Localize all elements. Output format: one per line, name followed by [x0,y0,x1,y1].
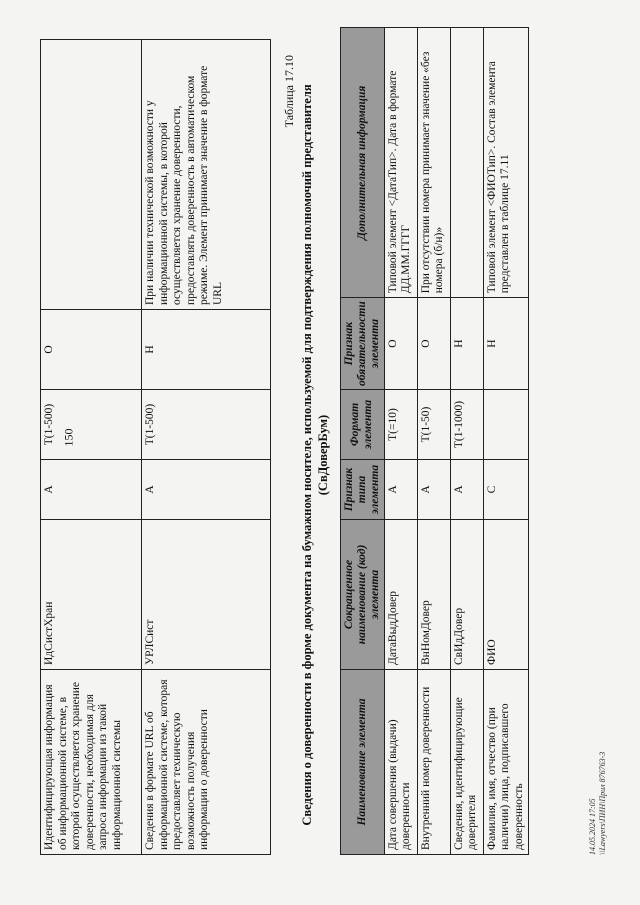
cell-format: Т(1-500) [142,390,271,460]
cell-name: Внутренний номер доверенности [417,670,450,855]
cell-format [483,390,529,460]
cell-code: ДатаВыдДовер [384,520,417,670]
cell-code: СвИдДовер [450,520,483,670]
cell-code: УРЛСист [142,520,271,670]
header-cell: Признак обязательности элемента [341,298,385,390]
cell-name: Сведения в формате URL об информационной системе, которая предоставляет техническую возможность получения информации о доверенности [142,670,271,855]
cell-required: Н [483,298,529,390]
table-row [384,28,417,855]
cell-info: При наличии технической возможности у информационной системы, в которой осуществляется хранение доверенности, предоставлять доверенность в автоматическом режиме. Элемент принимает значение в формате URL [142,40,271,310]
cell-type: С [483,460,529,520]
cell-format: Т(1-50) [417,390,450,460]
cell-code: ФИО [483,520,529,670]
main-table [340,27,529,855]
cell-info [41,40,142,310]
cell-info: Типовой элемент <ДатаТип>. Дата в формате ДД.ММ.ГГГГ [384,28,417,298]
header-cell: Сокращенное наименование (код) элемента [341,520,385,670]
table-row [450,28,483,855]
header-cell: Дополнительная информация [341,28,385,298]
cell-required: Н [142,310,271,390]
header-cell: Формат элемента [341,390,385,460]
cell-info: При отсутствии номера принимает значение «без номера (б/н)» [417,28,450,298]
cell-name: Идентифицирующая информация об информационной системе, в которой осуществляется хранение доверенности, необходимая для запроса информации из такой информационной системы [41,670,142,855]
footnote-timestamp: 14.05.2024 17:05 [588,798,597,855]
cell-format: Т(1-500) [41,390,142,460]
doc-title: Сведения о доверенности в форме документа на бумажном носителе, используемой для подтверждения полномочий представителя (СвДоверБум) [300,84,330,826]
file-footnote [588,752,607,855]
cell-format: Т(1-1000) [450,390,483,460]
rotated-content [20,20,620,885]
table-row [41,40,142,855]
header-cell: Наименование элемента [341,670,385,855]
cell-type: А [384,460,417,520]
table-row [417,28,450,855]
cell-name: Дата совершения (выдачи) доверенности [384,670,417,855]
cell-type: А [41,460,142,520]
cell-type: А [450,460,483,520]
cell-name: Сведения, идентифицирующие доверителя [450,670,483,855]
table-caption: Таблица 17.10 [282,55,296,128]
footnote-path: \\Lawyers\ПИН\Прил 876763-3 [597,751,607,855]
cell-format: Т(=10) [384,390,417,460]
header-row [341,28,385,855]
cell-type: А [142,460,271,520]
page-number: 150 [61,428,76,447]
cell-info: Типовой элемент <ФИОТип>. Состав элемента представлен в таблице 17.11 [483,28,529,298]
cell-required: О [384,298,417,390]
cell-code: ИдСистХран [41,520,142,670]
table-row [142,40,271,855]
cell-type: А [417,460,450,520]
cell-required: О [41,310,142,390]
cell-code: ВнНомДовер [417,520,450,670]
table-row [483,28,529,855]
top-table [40,39,271,855]
cell-required: О [417,298,450,390]
cell-name: Фамилия, имя, отчество (при наличии) лица, подписавшего доверенность [483,670,529,855]
header-cell: Признак типа элемента [341,460,385,520]
cell-info [450,28,483,298]
cell-required: Н [450,298,483,390]
